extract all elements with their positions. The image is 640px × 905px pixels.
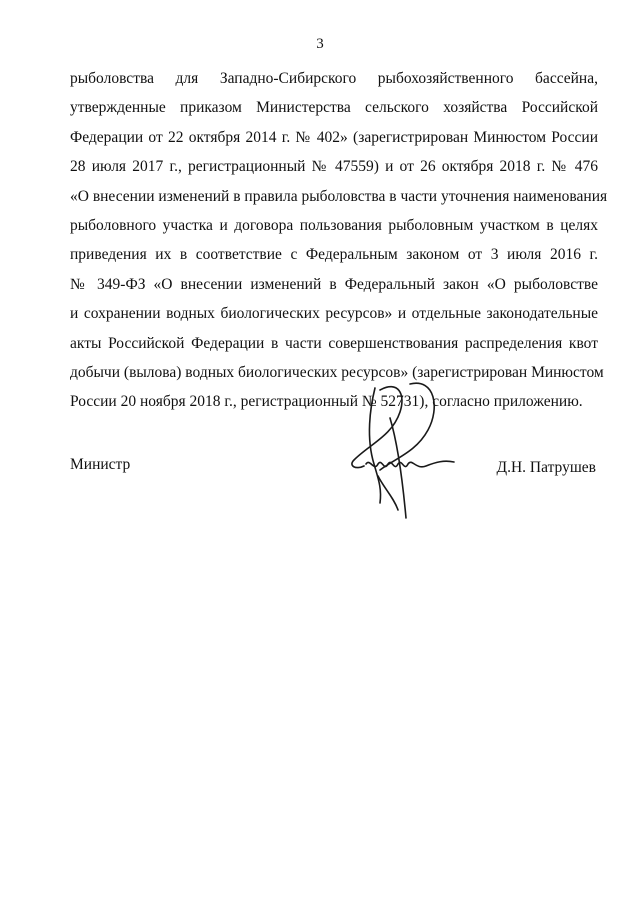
paragraph-line: «О внесении изменений в правила рыболовства в части уточнения наименования: [70, 187, 608, 205]
paragraph-line: 28 июля 2017 г., регистрационный № 47559) и от 26 октября 2018 г. № 476: [70, 158, 598, 176]
paragraph-line: № 349-ФЗ «О внесении изменений в Федеральный закон «О рыболовстве: [70, 275, 598, 293]
minister-title: Министр: [70, 456, 131, 473]
paragraph-line: приведения их в соответствие с Федеральным законом от 3 июля 2016 г.: [70, 246, 598, 264]
page-number: 3: [316, 36, 324, 52]
paragraph-line: рыболовства для Западно-Сибирского рыбохозяйственного бассейна,: [70, 70, 598, 87]
paragraph-line: утвержденные приказом Министерства сельского хозяйства Российской: [70, 99, 598, 117]
handwritten-signature: [340, 378, 460, 528]
paragraph-line: России 20 ноября 2018 г., регистрационный № 52731), согласно приложению.: [70, 393, 583, 411]
minister-name: Д.Н. Патрушев: [496, 459, 596, 476]
body-text: [70, 64, 608, 417]
paragraph-line: и сохранении водных биологических ресурсов» и отдельные законодательные: [70, 305, 598, 323]
paragraph-line: рыболовного участка и договора пользования рыболовным участком в целях: [70, 216, 598, 234]
paragraph-line: акты Российской Федерации в части совершенствования распределения квот: [70, 334, 598, 352]
paragraph-line: добычи (вылова) водных биологических ресурсов» (зарегистрирован Минюстом: [70, 363, 604, 381]
paragraph-line: Федерации от 22 октября 2014 г. № 402» (зарегистрирован Минюстом России: [70, 128, 598, 146]
